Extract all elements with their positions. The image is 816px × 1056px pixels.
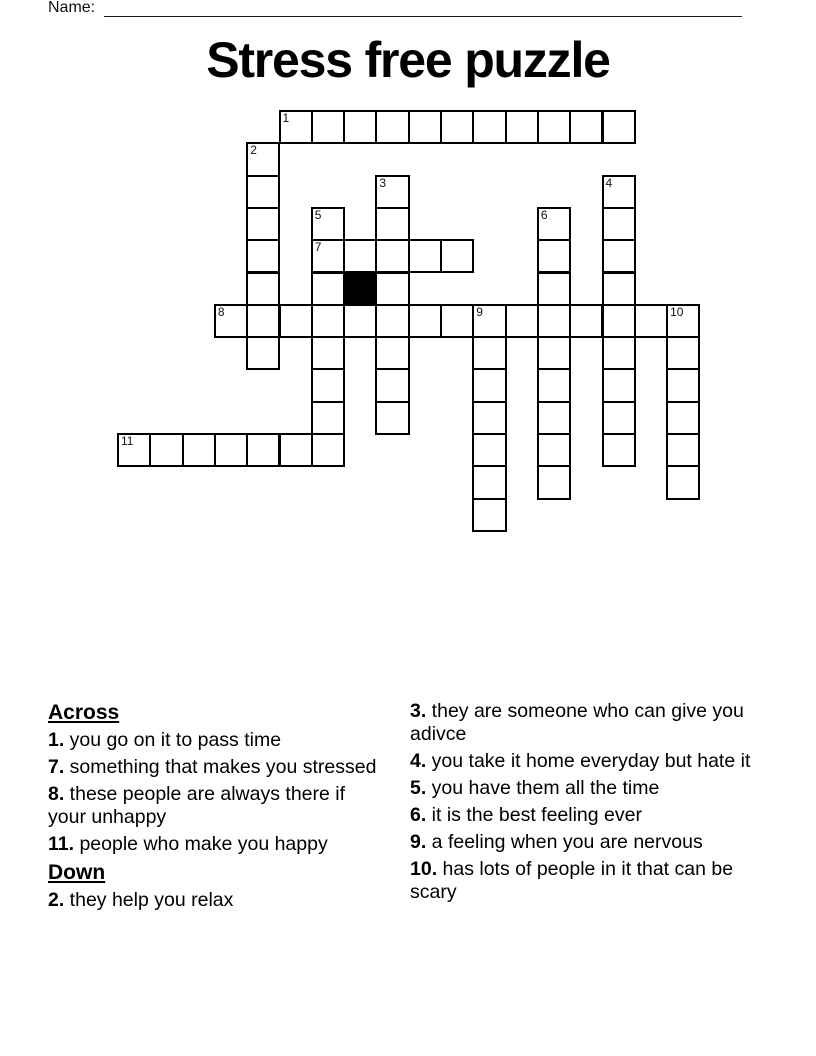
grid-cell-r3c6 <box>311 207 345 241</box>
down-clue-number-2: 2. <box>48 889 65 911</box>
across-clue-7: 7. something that makes you stressed <box>48 756 377 778</box>
across-clue-1: 1. you go on it to pass time <box>48 729 282 751</box>
grid-cell-r10c1 <box>149 433 183 467</box>
grid-cell-r7c15 <box>602 336 636 370</box>
grid-cell-r0c9 <box>408 110 442 144</box>
down-clue-number-9: 9. <box>410 831 427 853</box>
grid-cell-r3c13 <box>537 207 571 241</box>
grid-clue-number-3: 3 <box>379 175 387 190</box>
grid-cell-r10c5 <box>279 433 313 467</box>
grid-cell-r7c13 <box>537 336 571 370</box>
grid-cell-r0c6 <box>311 110 345 144</box>
grid-clue-number-6: 6 <box>540 207 548 222</box>
grid-cell-r10c15 <box>602 433 636 467</box>
grid-cell-r10c6 <box>311 433 345 467</box>
across-clue-8: 8. these people are always there if your unhappy <box>48 783 346 828</box>
grid-clue-number-2: 2 <box>250 143 257 158</box>
name-fill-line <box>104 0 742 17</box>
grid-cell-r7c6 <box>311 336 345 370</box>
grid-cell-r8c6 <box>311 368 345 402</box>
grid-cell-r6c7 <box>343 304 377 338</box>
grid-clue-number-10: 10 <box>670 304 684 319</box>
grid-cell-r0c10 <box>440 110 474 144</box>
grid-cell-r10c0 <box>117 433 151 467</box>
across-clue-number-7: 7. <box>48 756 65 778</box>
grid-cell-r4c4 <box>246 239 280 273</box>
grid-clue-number-1: 1 <box>282 111 290 125</box>
grid-cell-r0c5 <box>279 110 313 144</box>
grid-clue-number-11: 11 <box>121 434 134 448</box>
grid-cell-r8c13 <box>537 368 571 402</box>
grid-cell-r3c8 <box>375 207 409 241</box>
grid-cell-r11c11 <box>472 465 506 499</box>
name-label: Name: <box>48 0 96 16</box>
grid-cell-r0c15 <box>602 110 636 144</box>
down-clue-5: 5. you have them all the time <box>410 777 660 799</box>
grid-cell-r6c3 <box>214 304 248 338</box>
down-clue-6: 6. it is the best feeling ever <box>410 804 642 826</box>
clues-column-right <box>410 700 760 908</box>
grid-cell-r10c13 <box>537 433 571 467</box>
grid-cell-r5c15 <box>602 272 636 306</box>
grid-clue-number-7: 7 <box>314 240 322 255</box>
grid-cell-r7c17 <box>666 336 700 370</box>
grid-cell-r4c9 <box>408 239 442 273</box>
across-clue-number-11: 11. <box>48 833 75 855</box>
grid-cell-r5c13 <box>537 272 571 306</box>
grid-cell-r0c11 <box>472 110 506 144</box>
grid-cell-r5c8 <box>375 272 409 306</box>
across-header: Across <box>48 701 120 724</box>
clues-column-left <box>48 700 378 916</box>
grid-cell-r4c8 <box>375 239 409 273</box>
grid-cell-r4c10 <box>440 239 474 273</box>
grid-cell-r11c17 <box>666 465 700 499</box>
across-clue-11: 11. people who make you happy <box>48 833 328 855</box>
page-title: Stress free puzzle <box>206 32 610 88</box>
grid-cell-r10c3 <box>214 433 248 467</box>
grid-clue-number-5: 5 <box>314 207 322 222</box>
grid-cell-r6c5 <box>279 304 313 338</box>
grid-cell-r6c4 <box>246 304 280 338</box>
grid-cell-r6c15 <box>602 304 636 338</box>
across-clue-number-1: 1. <box>48 729 65 751</box>
grid-cell-r0c14 <box>569 110 603 144</box>
grid-cell-r8c11 <box>472 368 506 402</box>
down-clue-2: 2. they help you relax <box>48 889 234 911</box>
grid-cell-r4c6 <box>311 239 345 273</box>
grid-clue-number-4: 4 <box>605 175 613 190</box>
grid-cell-r9c6 <box>311 401 345 435</box>
grid-cell-r6c13 <box>537 304 571 338</box>
down-clue-number-5: 5. <box>410 777 427 799</box>
across-clue-number-8: 8. <box>48 783 65 805</box>
grid-cell-r9c11 <box>472 401 506 435</box>
grid-cell-r6c8 <box>375 304 409 338</box>
grid-cell-r5c4 <box>246 272 280 306</box>
grid-cell-r3c15 <box>602 207 636 241</box>
grid-cell-r6c9 <box>408 304 442 338</box>
grid-cell-r6c16 <box>634 304 668 338</box>
down-clue-number-10: 10. <box>410 858 438 880</box>
grid-cell-r11c13 <box>537 465 571 499</box>
grid-clue-number-9: 9 <box>476 304 483 319</box>
grid-cell-r4c15 <box>602 239 636 273</box>
down-clue-10: 10. has lots of people in it that can be scary <box>410 858 734 903</box>
grid-cell-r12c11 <box>472 498 506 532</box>
grid-cell-r8c8 <box>375 368 409 402</box>
grid-cell-r6c10 <box>440 304 474 338</box>
grid-cell-r6c14 <box>569 304 603 338</box>
down-clue-4: 4. you take it home everyday but hate it <box>410 750 751 772</box>
grid-cell-r0c7 <box>343 110 377 144</box>
grid-cell-r5c6 <box>311 272 345 306</box>
grid-cell-r2c4 <box>246 175 280 209</box>
down-clue-3: 3. they are someone who can give you adivce <box>410 700 744 745</box>
grid-cell-r6c6 <box>311 304 345 338</box>
grid-cell-r3c4 <box>246 207 280 241</box>
grid-cell-r6c12 <box>505 304 539 338</box>
grid-cell-r0c8 <box>375 110 409 144</box>
grid-cell-r7c4 <box>246 336 280 370</box>
grid-cell-r0c13 <box>537 110 571 144</box>
grid-cell-r8c17 <box>666 368 700 402</box>
grid-cell-r7c11 <box>472 336 506 370</box>
down-clue-number-3: 3. <box>410 700 427 722</box>
grid-cell-r1c4 <box>246 142 280 176</box>
down-clue-9: 9. a feeling when you are nervous <box>410 831 703 853</box>
grid-cell-r9c17 <box>666 401 700 435</box>
grid-cell-r10c17 <box>666 433 700 467</box>
grid-cell-r9c15 <box>602 401 636 435</box>
grid-cell-r9c13 <box>537 401 571 435</box>
grid-cell-r6c17 <box>666 304 700 338</box>
grid-blocked-cell <box>343 272 377 306</box>
grid-cell-r9c8 <box>375 401 409 435</box>
down-clue-number-4: 4. <box>410 750 427 772</box>
grid-cell-r8c15 <box>602 368 636 402</box>
grid-cell-r4c7 <box>343 239 377 273</box>
down-header: Down <box>48 861 106 884</box>
grid-cell-r10c2 <box>182 433 216 467</box>
down-clue-number-6: 6. <box>410 804 427 826</box>
grid-cell-r10c11 <box>472 433 506 467</box>
grid-cell-r2c15 <box>602 175 636 209</box>
grid-cell-r0c12 <box>505 110 539 144</box>
grid-cell-r7c8 <box>375 336 409 370</box>
grid-cell-r2c8 <box>375 175 409 209</box>
grid-cell-r10c4 <box>246 433 280 467</box>
grid-clue-number-8: 8 <box>217 304 225 319</box>
grid-cell-r6c11 <box>472 304 506 338</box>
grid-cell-r4c13 <box>537 239 571 273</box>
